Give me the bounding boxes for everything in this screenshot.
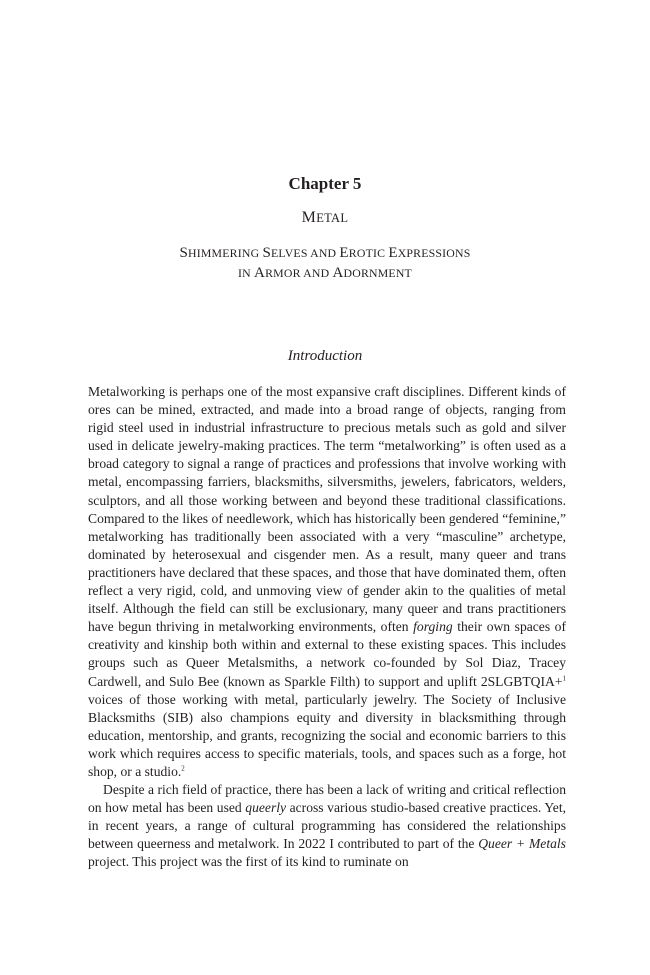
subtitle-word-rest: HIMMERING <box>188 246 263 260</box>
paragraph-text: project. This project was the first of its kind to ruminate on <box>88 854 409 870</box>
subtitle-word-initial: S <box>179 245 189 261</box>
paragraph-2 <box>88 781 566 871</box>
subtitle-word-rest: DORNMENT <box>343 266 412 280</box>
paragraph-text: voices of those working with metal, particularly jewelry. The Society of Inclusive Blacksmiths (SIB) also champions equity and diversity in blacksmithing through education, mentorship, and grants, recognizing the social and economic barriers to this work which requires access to specific materials, tools, and spaces such as a forge, hot shop, or a studio. <box>88 691 566 779</box>
chapter-subtitle <box>0 243 650 283</box>
emphasis-text: queerly <box>245 800 287 816</box>
subtitle-word-initial: E <box>388 245 398 261</box>
subtitle-word-initial: A <box>332 265 344 281</box>
subtitle-word-rest: XPRESSIONS <box>397 246 471 260</box>
paragraph-1 <box>88 383 566 781</box>
chapter-subtitle-line-2 <box>0 263 650 283</box>
chapter-label: Chapter 5 <box>288 174 362 193</box>
emphasis-text: Queer + Metals <box>478 836 566 852</box>
chapter-title-initial: M <box>301 209 317 226</box>
subtitle-word-rest: IN <box>238 266 255 280</box>
subtitle-word-initial: S <box>262 245 271 261</box>
subtitle-word-initial: A <box>254 265 266 281</box>
body-text <box>88 383 566 872</box>
paragraph-text: across various studio-based creative practices. Yet, in recent years, a range of cultural programming has considered the relationships between queerness and metalwork. In 2022 I contributed to part of the <box>88 800 566 852</box>
subtitle-word-initial: E <box>339 245 349 261</box>
subtitle-word-rest: ELVES AND <box>270 246 340 260</box>
chapter-title-rest: ETAL <box>316 211 349 225</box>
subtitle-word-rest: RMOR AND <box>265 266 333 280</box>
footnote-marker[interactable]: 1 <box>562 673 566 682</box>
subtitle-word-rest: ROTIC <box>348 246 389 260</box>
paragraph-text: Metalworking is perhaps one of the most expansive craft disciplines. Different kinds of ores can be mined, extracted, and made into a broad range of objects, ranging from rigid steel used in industrial infrastructure to precious metals such as gold and silver used in delicate jewelry-making practices. The term “metalworking” is often used as a broad category to signal a range of practices and professions that involve working with metal, encompassing farriers, blacksmiths, silversmiths, jewelers, fabricators, welders, sculptors, and all those working between and beyond these traditional classifications. Compared to the likes of needlework, which has historically been gendered “feminine,” metalworking has traditionally been associated with a very “masculine” archetype, dominated by heterosexual and cisgender men. As a result, many queer and trans practitioners have declared that these spaces, and those that have dominated them, often reflect a very rigid, cold, and unmoving view of gender akin to the qualities of metal itself. Although the field can still be exclusionary, many queer and trans practitioners have begun thriving in metalworking environments, often <box>88 384 566 635</box>
paragraph-text: Despite a rich field of practice, there has been a lack of writing and critical reflection on how metal has been used <box>88 782 566 816</box>
chapter-subtitle-line-1 <box>0 243 650 263</box>
footnote-marker[interactable]: 2 <box>181 764 185 773</box>
chapter-title <box>0 208 650 228</box>
paragraph-text: their own spaces of creativity and kinship both within and external to these existing spaces. This includes groups such as Queer Metalsmiths, a network co-founded by Sol Diaz, Tracey Cardwell, and Sulo Bee (known as Sparkle Filth) to support and uplift 2SLGBTQIA+ <box>88 619 566 689</box>
section-heading: Introduction <box>287 348 363 364</box>
emphasis-text: forging <box>413 619 453 635</box>
